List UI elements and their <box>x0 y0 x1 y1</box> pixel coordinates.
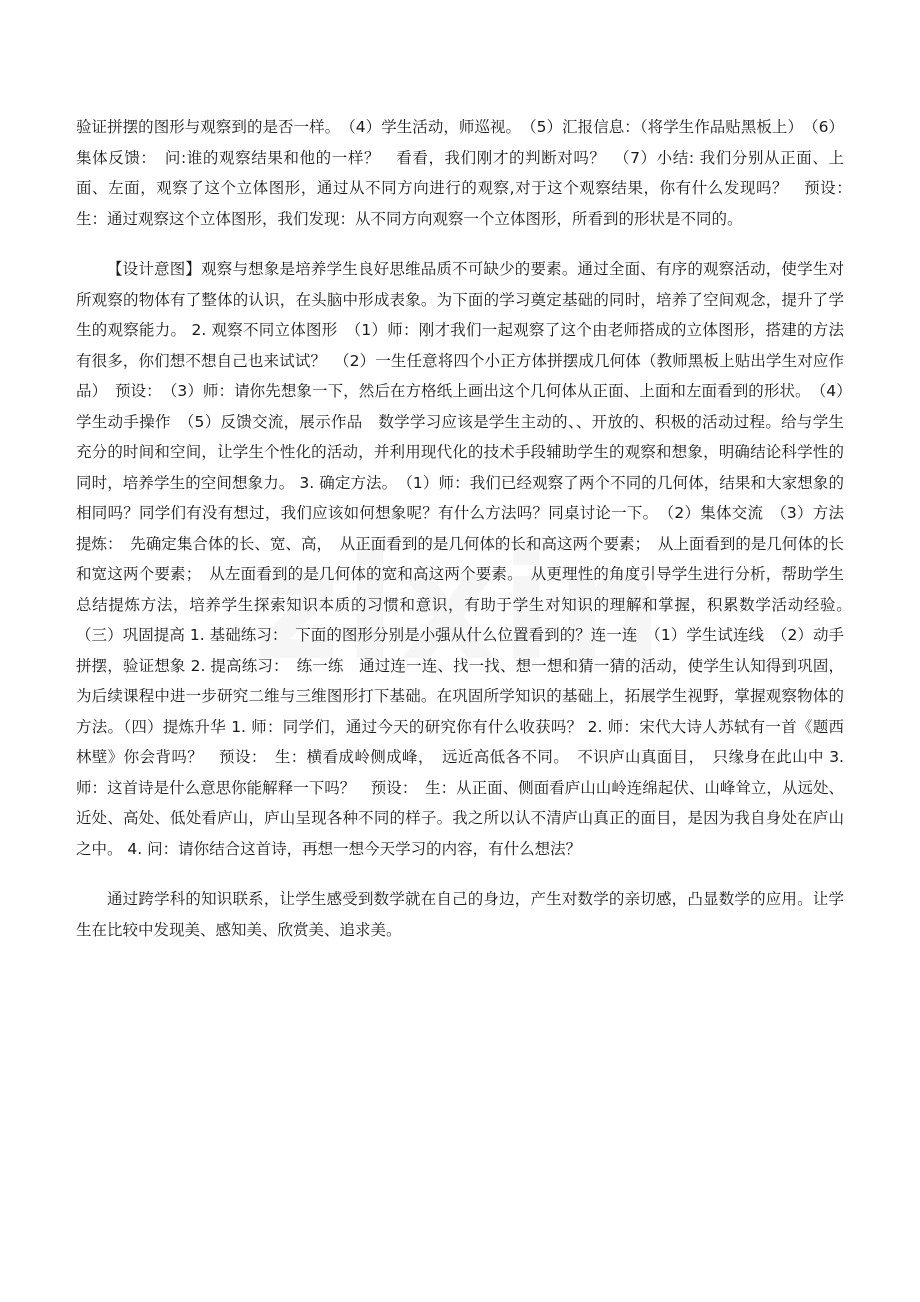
paragraph-design-intent: 【设计意图】观察与想象是培养学生良好思维品质不可缺少的要素。通过全面、有序的观察活动，使学生对所观察的物体有了整体的认识，在头脑中形成表象。为下面的学习奠定基础的同时，培养了空间观念，提升了学生的观察能力。 2. 观察不同立体图形 （1）师：刚才我们一起观察了这个由老师搭成的立体图形，搭建的方法有很多，你们想不想自己也来试试？ （2）一生任意将四个小正方体拼摆成几何体（教师黑板上贴出学生对应作品） 预设： （3）师：请你先想象一下，然后在方格纸上画出这个几何体从正面、上面和左面看到的形状。 （4）学生动手操作 （5）反馈交流，展示作品 数学学习应该是学生主动的、、开放的、积极的活动过程。给与学生充分的时间和空间，让学生个性化的活动，并利用现代化的技术手段辅助学生的观察和想象，明确结论科学性的同时，培养学生的空间想象力。 3. 确定方法。 （1）师：我们已经观察了两个不同的几何体，结果和大家想象的相同吗？同学们有没有想过，我们应该如何想象呢？有什么方法吗？同桌讨论一下。 （2）集体交流 （3）方法提炼： 先确定集合体的长、宽、高， 从正面看到的是几何体的长和高这两个要素； 从上面看到的是几何体的长和宽这两个要素； 从左面看到的是几何体的宽和高这两个要素。 从更理性的角度引导学生进行分析，帮助学生总结提炼方法，培养学生探索知识本质的习惯和意识，有助于学生对知识的理解和掌握，积累数学活动经验。 （三）巩固提高 1. 基础练习： 下面的图形分别是小强从什么位置看到的？连一连 （1）学生试连线 （2）动手拼摆，验证想象 2. 提高练习： 练一练 通过连一连、找一找、想一想和猜一猜的活动，使学生认知得到巩固，为后续课程中进一步研究二维与三维图形打下基础。在巩固所学知识的基础上，拓展学生视野，掌握观察物体的方法。（四）提炼升华 1. 师：同学们，通过今天的研究你有什么收获吗？ 2. 师：宋代大诗人苏轼有一首《题西林壁》你会背吗？ 预设： 生：横看成岭侧成峰， 远近高低各不同。 不识庐山真面目， 只缘身在此山中 3. 师：这首诗是什么意思你能解释一下吗？ 预设： 生：从正面、侧面看庐山山岭连绵起伏、山峰耸立，从远处、近处、高处、低处看庐山，庐山呈现各种不同的样子。我之所以认不清庐山真正的面目，是因为我自身处在庐山之中。 4. 问：请你结合这首诗，再想一想今天学习的内容，有什么想法？ <box>76 260 860 858</box>
document-body <box>76 112 860 945</box>
paragraph-cross-subject: 通过跨学科的知识联系，让学生感受到数学就在自己的身边，产生对数学的亲切感，凸显数学的应用。让学生在比较中发现美、感知美、欣赏美、追求美。 <box>76 890 844 939</box>
paragraph-observation-activity: 验证拼摆的图形与观察到的是否一样。 （4）学生活动，师巡视。 （5）汇报信息：（将学生作品贴黑板上） （6）集体反馈： 问:谁的观察结果和他的一样？ 看看，我们刚才的判断对吗？ （7）小结: 我们分别从正面、上面、左面，观察了这个立体图形，通过从不同方向进行的观察,对于这个观察结果，你有什么发现吗？ 预设： 生：通过观察这个立体图形，我们发现：从不同方向观察一个立体图形，所看到的形状是不同的。 <box>76 118 860 228</box>
